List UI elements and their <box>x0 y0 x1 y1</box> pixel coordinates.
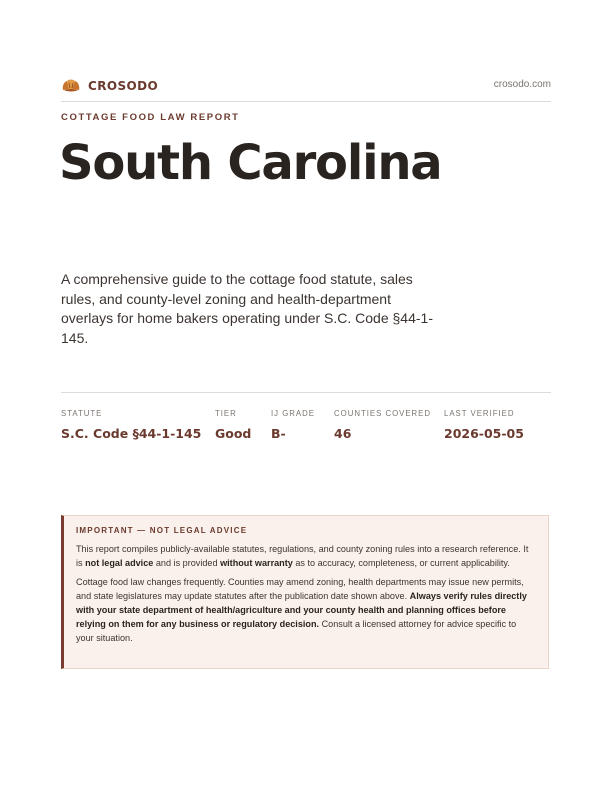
notice-text: Cottage food law changes frequently. Counties may amend zoning, health departments may issue new permits, and state legislatures may update statutes after the publication date shown above. <box>76 577 524 601</box>
stat-value: 2026-05-05 <box>444 426 524 441</box>
stat-last-verified <box>444 409 524 441</box>
notice-paragraph <box>76 542 536 570</box>
notice-text: as to accuracy, completeness, or current applicability. <box>292 558 510 568</box>
summary-divider <box>61 392 551 393</box>
notice-paragraph <box>76 575 536 645</box>
stat-label: STATUTE <box>61 409 103 418</box>
header-divider <box>61 101 551 102</box>
stat-value: 46 <box>334 426 352 441</box>
brand[interactable] <box>61 77 158 95</box>
stat-value: B- <box>271 426 286 441</box>
stats-row <box>61 409 551 449</box>
stat-label: LAST VERIFIED <box>444 409 515 418</box>
notice-text: This report compiles publicly-available statutes, regulations, and county zoning rules into a research reference. It is <box>76 544 529 568</box>
stat-label: COUNTIES COVERED <box>334 409 432 418</box>
stat-label: IJ GRADE <box>271 409 315 418</box>
stat-value: Good <box>215 426 252 441</box>
legal-notice <box>61 515 549 669</box>
stat-counties-covered <box>334 409 431 441</box>
stat-tier <box>215 409 251 441</box>
report-eyebrow: COTTAGE FOOD LAW REPORT <box>61 112 240 123</box>
notice-emphasis: Always verify rules directly with your state department of health/agriculture and your county health and planning offices before relying on them for any business or regulatory decision. <box>76 591 527 629</box>
stat-ij-grade <box>271 409 315 441</box>
croissant-icon <box>61 77 81 95</box>
stat-label: TIER <box>215 409 237 418</box>
stat-value: S.C. Code §44-1-145 <box>61 426 202 441</box>
notice-emphasis: not legal advice <box>85 558 154 568</box>
page-header <box>61 77 551 95</box>
site-url[interactable]: crosodo.com <box>493 79 551 90</box>
notice-emphasis: without warranty <box>220 558 293 568</box>
stat-statute <box>61 409 201 441</box>
report-summary: A comprehensive guide to the cottage food statute, sales rules, and county-level zoning and health-department overlays for home bakers operating under S.C. Code §44-1-145. <box>61 271 433 346</box>
page-title: South Carolina <box>59 135 442 191</box>
notice-text: Consult a licensed attorney for advice specific to your situation. <box>76 619 517 643</box>
brand-name: CROSODO <box>88 79 159 93</box>
notice-title: IMPORTANT — NOT LEGAL ADVICE <box>76 526 248 535</box>
notice-text: and is provided <box>153 558 221 568</box>
